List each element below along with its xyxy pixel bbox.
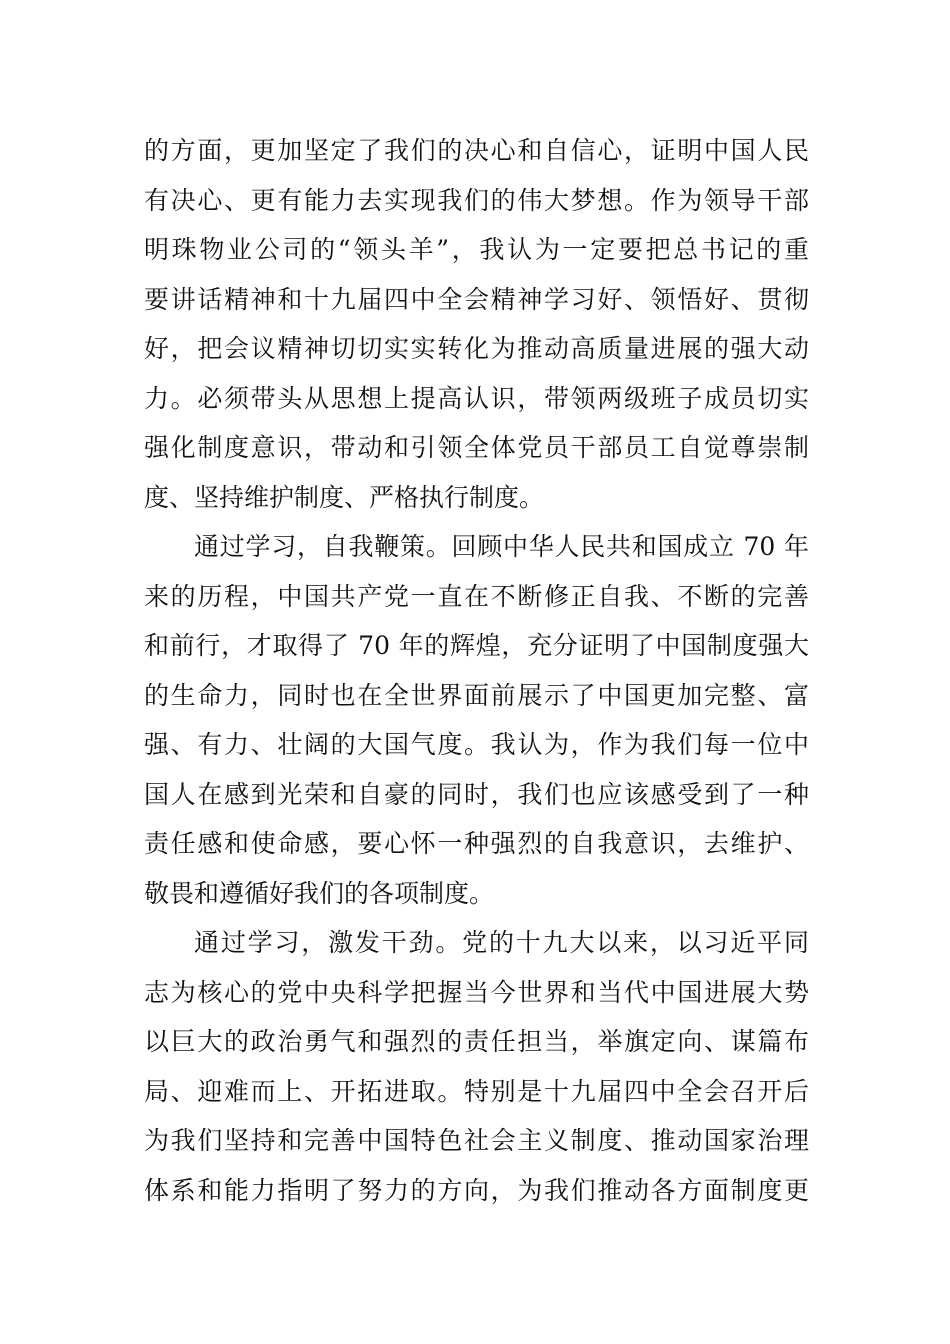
text-line: 和前行，才取得了 70 年的辉煌，充分证明了中国制度强大 [144,631,809,660]
text-line: 通过学习，自我鞭策。回顾中华人民共和国成立 70 年 [194,532,809,561]
text-line: 为我们坚持和完善中国特色社会主义制度、推动国家治理 [144,1126,809,1155]
body-text [144,126,809,1215]
text-line: 要讲话精神和十九届四中全会精神学习好、领悟好、贯彻 [144,284,809,314]
text-line: 通过学习，激发干劲。党的十九大以来，以习近平同 [194,928,809,957]
text-line: 的方面，更加坚定了我们的决心和自信心，证明中国人民 [144,136,809,165]
text-line: 强化制度意识，带动和引领全体党员干部员工自觉尊崇制 [144,433,809,462]
text-line: 的生命力，同时也在全世界面前展示了中国更加完整、富 [144,680,809,710]
text-line: 有决心、更有能力去实现我们的伟大梦想。作为领导干部 [144,185,809,215]
text-line: 好，把会议精神切切实实转化为推动高质量进展的强大动 [144,334,809,363]
text-line: 责任感和使命感，要心怀一种强烈的自我意识，去维护、 [144,829,809,858]
text-line: 敬畏和遵循好我们的各项制度。 [144,878,495,908]
text-line: 局、迎难而上、开拓进取。特别是十九届四中全会召开后 [144,1076,809,1106]
text-line: 志为核心的党中央科学把握当今世界和当代中国进展大势 [144,977,809,1007]
text-line: 体系和能力指明了努力的方向，为我们推动各方面制度更 [144,1175,809,1205]
text-line: 强、有力、壮阔的大国气度。我认为，作为我们每一位中 [144,730,809,759]
text-line: 以巨大的政治勇气和强烈的责任担当，举旗定向、谋篇布 [144,1027,809,1056]
text-line: 力。必须带头从思想上提高认识，带领两级班子成员切实 [144,383,809,413]
text-line: 度、坚持维护制度、严格执行制度。 [144,482,545,512]
text-line: 来的历程，中国共产党一直在不断修正自我、不断的完善 [144,581,809,611]
text-line: 明珠物业公司的“领头羊”，我认为一定要把总书记的重 [144,235,809,264]
text-line: 国人在感到光荣和自豪的同时，我们也应该感受到了一种 [144,779,809,809]
